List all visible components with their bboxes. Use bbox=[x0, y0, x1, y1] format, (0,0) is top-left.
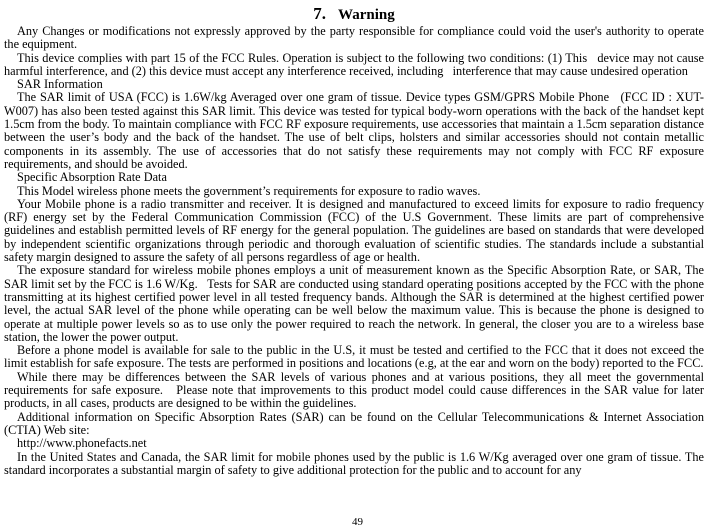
paragraph-radio-transmitter: Your Mobile phone is a radio transmitter and receiver. It is designed and manufactured to exceed limits for exposure to radio frequency (RF) energy set by the Federal Communication Commission (FCC) of the U.S Government. These limits are part of comprehensive guidelines and establish permitted levels of RF energy for the general population. The guidelines are based on standards that were developed by independent scientific organizations through periodic and thorough evaluation of scientific studies. The standards include a substantial safety margin designed to assure the safety of all persons regardless of age or health. bbox=[4, 196, 708, 265]
paragraph-sar-limit: The SAR limit of USA (FCC) is 1.6W/kg Averaged over one gram of tissue. Device types GSM/GPRS Mobile Phone (FCC ID : XUT-W007) has also been tested against this SAR limit. This device was tested for typical body-worn operations with the back of the handset kept 1.5cm from the body. To maintain compliance with FCC RF exposure requirements, use accessories that maintain a 1.5cm separation distance between the user’s body and the back of the handset. The use of belt clips, holsters and similar accessories should not contain metallic components in its assembly. The use of accessories that do not satisfy these requirements may not comply with FCC RF exposure requirements, and should be avoided. bbox=[4, 90, 708, 171]
paragraph-fcc-part15: This device complies with part 15 of the FCC Rules. Operation is subject to the following two conditions: (1) This device may not cause harmful interference, and (2) this device must accept any interference received, including interference that may cause undesired operation bbox=[4, 50, 708, 78]
paragraph-additional-info: Additional information on Specific Absorption Rates (SAR) can be found on the Cellular Telecommunications & Internet Association (CTIA) Web site: bbox=[4, 409, 708, 437]
paragraph-differences: While there may be differences between the SAR levels of various phones and at various positions, they all meet the governmental requirements for safe exposure. Please note that improvements to this product model could cause differences in the SAR value for later products, in all cases, products are designed to be within the guidelines. bbox=[4, 369, 708, 411]
paragraph-before-sale: Before a phone model is available for sale to the public in the U.S, it must be tested and certified to the FCC that it does not exceed the limit establish for safe exposure. The tests are performed in positions and locations (e.g, at the ear and worn on the body) reported to the FCC. bbox=[4, 343, 708, 371]
paragraph-model-meets: This Model wireless phone meets the government’s requirements for exposure to radio waves. bbox=[17, 183, 481, 198]
paragraph-exposure-standard: The exposure standard for wireless mobile phones employs a unit of measurement known as the Specific Absorption Rate, or SAR, The SAR limit set by the FCC is 1.6 W/Kg. Tests for SAR are conducted using standard operating positions accepted by the FCC with the phone transmitting at its highest certified power level in all tested frequency bands. Although the SAR is determined at the highest certified power level, the actual SAR level of the phone while operating can be well below the maximum value. This is because the phone is designed to operate at multiple power levels so as to use only the power required to reach the network. In general, the closer you are to a wireless base station, the lower the power output. bbox=[4, 263, 708, 344]
section-title: Warning bbox=[338, 7, 395, 23]
phonefacts-link[interactable]: http://www.phonefacts.net bbox=[17, 436, 147, 451]
subheading-sar-information: SAR Information bbox=[17, 77, 103, 92]
subheading-sar-data: Specific Absorption Rate Data bbox=[17, 170, 167, 185]
section-number: 7. bbox=[313, 4, 327, 23]
section-heading bbox=[4, 5, 704, 24]
paragraph-fcc-modifications: Any Changes or modifications not expressly approved by the party responsible for compliance could void the user's authority to operate the equipment. bbox=[4, 24, 708, 52]
page-number: 49 bbox=[352, 516, 363, 528]
document-page bbox=[4, 0, 708, 477]
paragraph-us-canada: In the United States and Canada, the SAR limit for mobile phones used by the public is 1.6 W/Kg averaged over one gram of tissue. The standard incorporates a substantial margin of safety to give additional protection for the public and to account for any bbox=[4, 449, 708, 477]
